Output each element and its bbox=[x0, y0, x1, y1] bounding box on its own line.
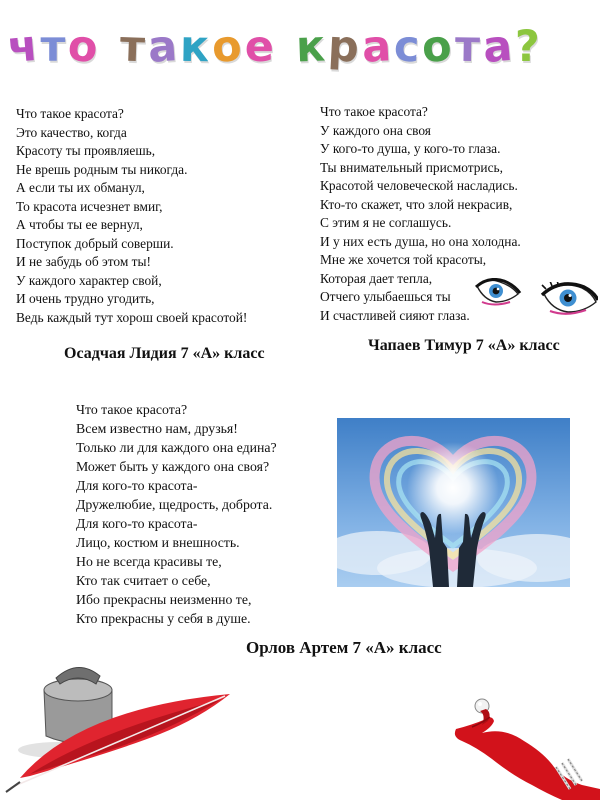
title-letter: ч bbox=[5, 20, 40, 73]
title-letter: а bbox=[360, 20, 393, 73]
title-letter: т bbox=[454, 21, 481, 72]
title-letter: т bbox=[40, 21, 66, 72]
poem-line: Это качество, когда bbox=[16, 124, 127, 140]
title-word bbox=[295, 20, 540, 73]
title-letter: с bbox=[393, 21, 421, 72]
poem-line: Что такое красота? bbox=[76, 402, 188, 417]
poem-line: И очень трудно угодить, bbox=[16, 291, 155, 306]
author-chapaev: Чапаев Тимур 7 «А» класс bbox=[368, 337, 560, 354]
poem-line: Для кого-то красота- bbox=[76, 478, 198, 493]
title-letter: а bbox=[146, 20, 179, 73]
title-letter: е bbox=[244, 21, 274, 72]
poem-line: Ибо прекрасны неизменно те, bbox=[76, 592, 252, 607]
poem-line: Что такое красота? bbox=[320, 104, 428, 119]
heart-hands-photo bbox=[337, 418, 570, 587]
poem-line: То красота исчезнет вмиг, bbox=[16, 198, 163, 214]
author-orlov: Орлов Артем 7 «А» класс bbox=[246, 638, 442, 657]
title-letter: о bbox=[210, 20, 244, 73]
poem-line: Лицо, костюм и внешность. bbox=[76, 535, 240, 550]
poem-line: Поступок добрый соверши. bbox=[16, 235, 174, 251]
poem-line: Мне же хочется той красоты, bbox=[320, 252, 487, 267]
poem-line: Дружелюбие, щедрость, доброта. bbox=[76, 497, 273, 512]
gloved-hand-icon bbox=[452, 697, 600, 800]
poem-line: Которая дает тепла, bbox=[320, 270, 433, 286]
poem-line: А чтобы ты ее вернул, bbox=[16, 217, 143, 232]
poem-line: У каждого характер свой, bbox=[16, 272, 162, 288]
poem-line: У каждого она своя bbox=[320, 122, 431, 138]
poem-line: Кто-то скажет, что злой некрасив, bbox=[320, 196, 513, 212]
eye-icon bbox=[474, 278, 522, 308]
page-title bbox=[5, 12, 593, 82]
poem-line: Но не всегда красивы те, bbox=[76, 554, 222, 569]
title-letter: ? bbox=[514, 21, 540, 72]
poem-line: Отчего улыбаешься ты bbox=[320, 289, 451, 304]
title-word bbox=[5, 20, 101, 73]
poem-line: Кто прекрасны у себя в душе. bbox=[76, 611, 251, 626]
author-osadchaya: Осадчая Лидия 7 «А» класс bbox=[64, 345, 265, 362]
poem-line: Может быть у каждого она своя? bbox=[76, 459, 270, 474]
poem-line: Всем известно нам, друзья! bbox=[76, 421, 238, 436]
poem-line: И у них есть душа, но она холодна. bbox=[320, 233, 521, 249]
poem-line: И не забудь об этом ты! bbox=[16, 254, 151, 269]
title-word bbox=[119, 20, 274, 73]
title-letter: а bbox=[480, 20, 514, 73]
poem-line: Ты внимательный присмотрись, bbox=[320, 159, 503, 175]
poem-line: А если ты их обманул, bbox=[16, 180, 145, 195]
poem-line: Не врешь родным ты никогда. bbox=[16, 161, 188, 177]
poem-line: У кого-то душа, у кого-то глаза. bbox=[320, 141, 501, 156]
title-letter: р bbox=[326, 20, 361, 73]
poem-line: Ведь каждый тут хорош своей красотой! bbox=[16, 309, 248, 325]
title-letter: о bbox=[420, 20, 454, 73]
title-letter: к bbox=[179, 21, 210, 72]
quill-icon bbox=[0, 638, 240, 798]
poem-line: Красотой человеческой насладись. bbox=[320, 178, 518, 193]
title-letter: к bbox=[295, 21, 326, 72]
poem-line: Что такое красота? bbox=[16, 106, 124, 121]
poem-line: Кто так считает о себе, bbox=[76, 573, 211, 588]
poem-osadchaya bbox=[16, 105, 247, 327]
poem-line: И счастливей сияют глаза. bbox=[320, 307, 470, 323]
eye-icon bbox=[540, 282, 598, 318]
title-letter: о bbox=[66, 20, 101, 73]
poem-line: Только ли для каждого она едина? bbox=[76, 440, 277, 455]
poem-line: Для кого-то красота- bbox=[76, 516, 198, 531]
poem-orlov bbox=[76, 400, 277, 628]
poem-line: Красоту ты проявляешь, bbox=[16, 143, 156, 158]
title-letter: т bbox=[119, 21, 146, 72]
poem-line: С этим я не соглашусь. bbox=[320, 215, 452, 230]
